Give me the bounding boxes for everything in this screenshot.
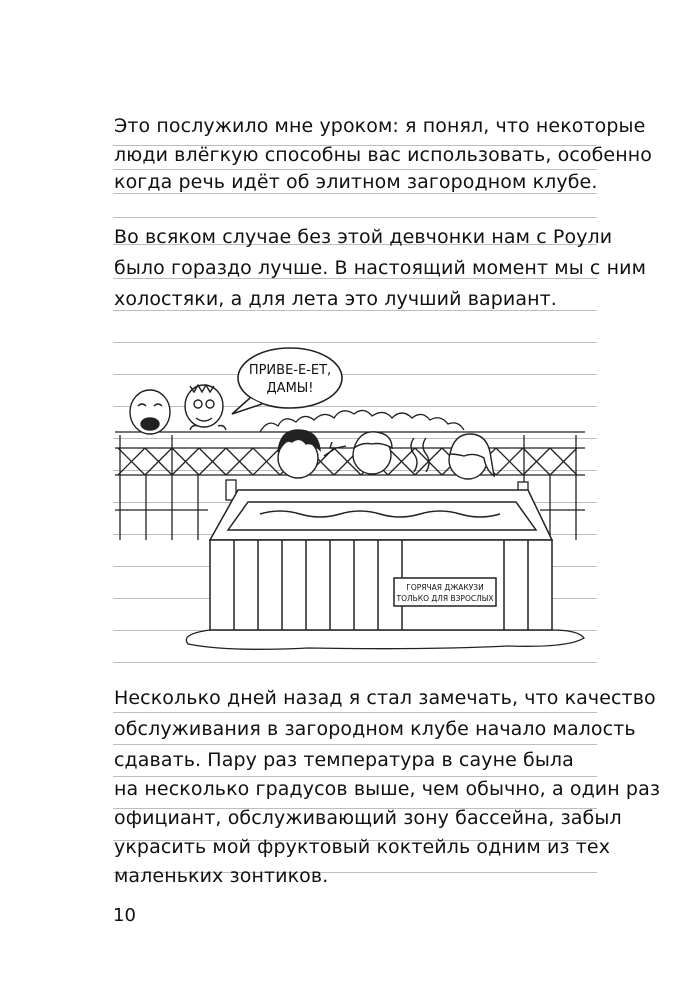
ruled-line [113,217,597,218]
text-line: холостяки, а для лета это лучший вариант. [114,288,557,310]
ruled-line [113,662,597,663]
text-line: официант, обслуживающий зону бассейна, забыл [114,807,622,829]
text-line: на несколько градусов выше, чем обычно, а один раз [114,778,661,800]
speech-bubble-text-1: ПРИВЕ-Е-ЕТ, [248,363,332,378]
water-puddle [186,630,584,649]
hot-tub [210,490,552,630]
text-line: Во всяком случае без этой девчонки нам с Роули [114,226,613,248]
text-line: маленьких зонтиков. [114,865,329,887]
speech-bubble-text-2: ДАМЫ! [266,381,314,396]
page-number: 10 [113,905,136,926]
boys-peeking [130,385,226,434]
sign-text-2: ТОЛЬКО ДЛЯ ВЗРОСЛЫХ [396,594,494,603]
people-in-tub [278,430,494,479]
ruled-line [113,744,597,745]
text-line: когда речь идёт об элитном загородном клубе. [114,171,598,193]
speech-bubble [232,348,342,414]
adults-only-sign [394,578,496,606]
text-line: Несколько дней назад я стал замечать, что качество [114,687,656,709]
text-line: было гораздо лучше. В настоящий момент мы с ним [114,257,647,279]
text-line: сдавать. Пару раз температура в сауне была [114,749,574,771]
ruled-line [113,712,597,713]
text-line: украсить мой фруктовый коктейль одним из тех [114,836,611,858]
text-line: Это послужило мне уроком: я понял, что некоторые [114,115,646,137]
text-line: люди влёгкую способны вас использовать, особенно [114,144,652,166]
sign-text-1: ГОРЯЧАЯ ДЖАКУЗИ [406,583,484,592]
hot-tub-illustration [110,340,590,650]
bushes [260,410,464,432]
text-line: обслуживания в загородном клубе начало малость [114,718,636,740]
